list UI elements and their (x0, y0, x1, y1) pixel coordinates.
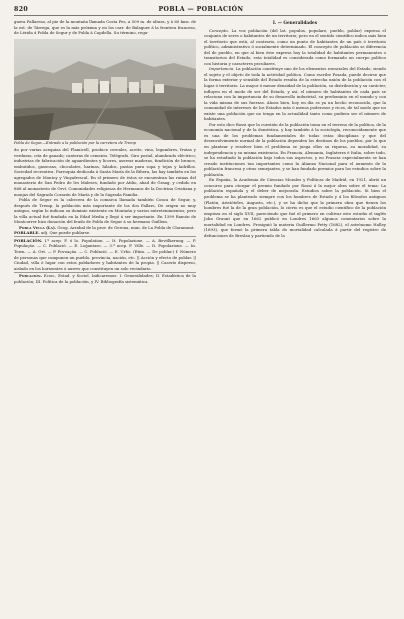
estadistica-text: Econ., Estad. y Sociol. Indicaremos: I. Generalidades; II. Estadística de la población; III. Política de la población, y IV. Bibliografía sistemática. (14, 273, 196, 284)
estadistica-label: Población. (19, 273, 43, 279)
photo-illustration (14, 39, 196, 140)
body-paragraph-4: Por esto dice Rossi que la cuestión de la población toma en el terreno de la política, de la economía nacional y de la doméstica, y hay también á la sociología, reconocidamente que es una de los problemas fundamentales de todas estas disciplinas y que del desenvolvimiento normal de la población dependen los destinos de los pueblos, por lo que en plantear y resolver bien el problema se juega ellos su riqueza, su moralidad, su independencia y su misma existencia. En Francia, Alemania, Inglaterra é Italia, sobre todo, se ha estudiado la población bajo todos sus aspectos, y en Francia especialmente se han creado instituciones tan importantes como la Alianza Nacional para el aumento de la población francesa y otras semejantes, y se han fundado premios para los estudios sobre la población. (204, 121, 386, 177)
poblacion-label: POBLACIÓN. (14, 237, 43, 243)
body-paragraph-2: Pobla de Segur es la cabecera de la comarca llamada también Conca de Segur, y, después de Tremp, la población más importante de los dos Pallars, De origen no muy antiguo, según lo indican su dominio existente en Montaña y varios entretenimientos; pero la villa actual fué fundada en la Edad Media y llegó á ser importante. En 1399 Ramón de Montcorrer hizo donación del feudo de Pobla de Segur á su hermano Guillem. (14, 197, 196, 225)
section-heading: I. — Generalidades (272, 20, 318, 25)
right-column (204, 19, 386, 284)
left-column (14, 19, 196, 284)
intro-paragraph: guera Pallaresa, al pie de la montaña llamada Costa Pes, a 509 m. de altura, y á 60 kms. de la est. de Tárrega, que es la más próxima y en los carr. de Balaguer á la frontera francesa, de Lérida á Pobla de Segur y de Pobla á Capdella. Su término, rega- (14, 19, 196, 36)
poblacion-text: I.º acep. F. ó lo. Population. — It. Popolazione. — A. Bevölkerung. — P. População. — C. Població. — E. Loĝantaro. — 3.º acep. F. Ville. — It. Popolazione. — In. Town. — A. Ort. — P. Povoação. — C. Població. — E. Urbo. (Etim. — De poblar.) f. Número de personas que componen un pueblo, provincia, nación, etc. || Acción y efecto de poblar. || Ciudad, villa ó lugar con estos pobladores y habitantes de la propia. || Caserío disperso, aislado en los horizontes ó aurres que constituyen un solo vecindario. (14, 237, 196, 271)
town-photo (14, 39, 196, 140)
concepto-paragraph (204, 28, 386, 67)
body-paragraph-5: En España, la Academia de Ciencias Morales y Políticas de Madrid, en 1921, abrió un concurso para otorgar el premio fundado por Rossi á la mejor obra sobre el tema: La población española y el deber de mejorarla. Estudios sobre la población. Si bien el problema se ha planteado siempre con los hombres de Estado y á los filósofos antiguos (Platón, Aristóteles, Augusto, etc.), y se ha dicho que la primera obra que tienen los hombres fué la de la gran población, lo cierto es que el estudio científico de la población empieza en el siglo XVII, pareciendo que fué el primero en cultivar este estudio el inglés John Graunt que en 1662 publicó en Londres 1663 algunos comentarios sobre la mortalidad en Londres. Prosiguió la materia Guillermo Petty (1682), el astrónomo Halley (1693), que formó la primera tabla de mortalidad calculada á partir del registro de defunciones de Breslau y partiendo de la (204, 177, 386, 238)
estadistica-entry (14, 273, 196, 284)
pobla-vella-label: Pobla Vella (La). (19, 224, 57, 230)
poblacion-entry (14, 236, 196, 273)
concepto-text: La voz población (del lat. populus, populare, pueblo, poblar) expresa el conjunto de seres o habitantes de un territorio; pero en el sentido científico indica más bien el territorio que está, al contrario, como un punto de habitantes de un país ó territorio político, administrativo ó socialmente determinado. El concepto de población se diferencia del de pueblo, en que al bien éste expresa hoy la totalidad de habitantes permanentes o transitorios del Estado, esta totalidad es considerada como formando un cuerpo político con historia y caracteres peculiares. (204, 27, 386, 66)
text-columns (14, 19, 388, 284)
poblable-text: adj. Que puede poblarse. (40, 230, 91, 236)
page-number: 820 (14, 6, 29, 13)
poblable-label: POBLABLE. (14, 230, 40, 236)
importancia-text: La población constituye uno de los elementos esenciales del Estado, siendo el sujeto y el objeto de toda la actividad política. Como escribe Posada, puede decirse que la forma exterior y sensible del Estado resulta de la estrecha unión de la población con el lugar ó territorio. La mayor ó menor densidad de la población, su distribución y su carácter, influyen en el modo de ser del Estado, y así, el número de habitantes de cada país se relaciona con la importancia de su desarrollo industrial, su predominio en el mundo y con la vida misma de sus fuerzas. Ahora bien, hoy en día es ya un hecho reconocido, que la comunidad de intereses de los Estados más ó menos poderosos y ricos, de tal modo que no existe una población que no tenga en la actualidad tanto como pudiera ser el número de habitantes. (204, 66, 386, 122)
pobla-vella-text: Geog. Arrabal de la prov. de Gerona, mun. de La Pobla de Claramunt. (57, 224, 195, 230)
running-title: POBLA — POBLACIÓN (158, 6, 244, 13)
concepto-label: Concepto. (209, 27, 229, 33)
page-header (14, 6, 388, 16)
importancia-paragraph (204, 66, 386, 121)
body-paragraph-1: do por varias acequias del Flamicell, produce cereales, aceite, vino, legumbres, frutas y verduras, cría de ganado; canteras de cemento. Telégrafo. Giro postal, alumbrado eléctrico; industrias de fabricación de aguardientes y licores, aserrar maderas, fundición de bronce, embutidos, gaseosas, chocolates, harinas, hilados, pastas para sopa y tejas y ladrillos. Sociedad recreativa. Parroquia dedicada á Santa María de la Ribera, las hay también en los agregados de Montoy y Vinyafrescal. En el primero de éstos se encuentran las ruinas del monasterio de San Pedro de les Maleses, fundado por Atilio, abad de Graag, y cedido en 868 al monasterio de Orví. Comunidades religiosas de Hermanos de la Doctrina Cristiana y monjas del Sagrado Corazón de María y de la Sagrada Familia. (14, 147, 196, 197)
photo-caption: Pobla de Segur.—Entrada a la población por la carretera de Tremp (14, 140, 136, 145)
importancia-label: Importancia. (209, 66, 235, 72)
